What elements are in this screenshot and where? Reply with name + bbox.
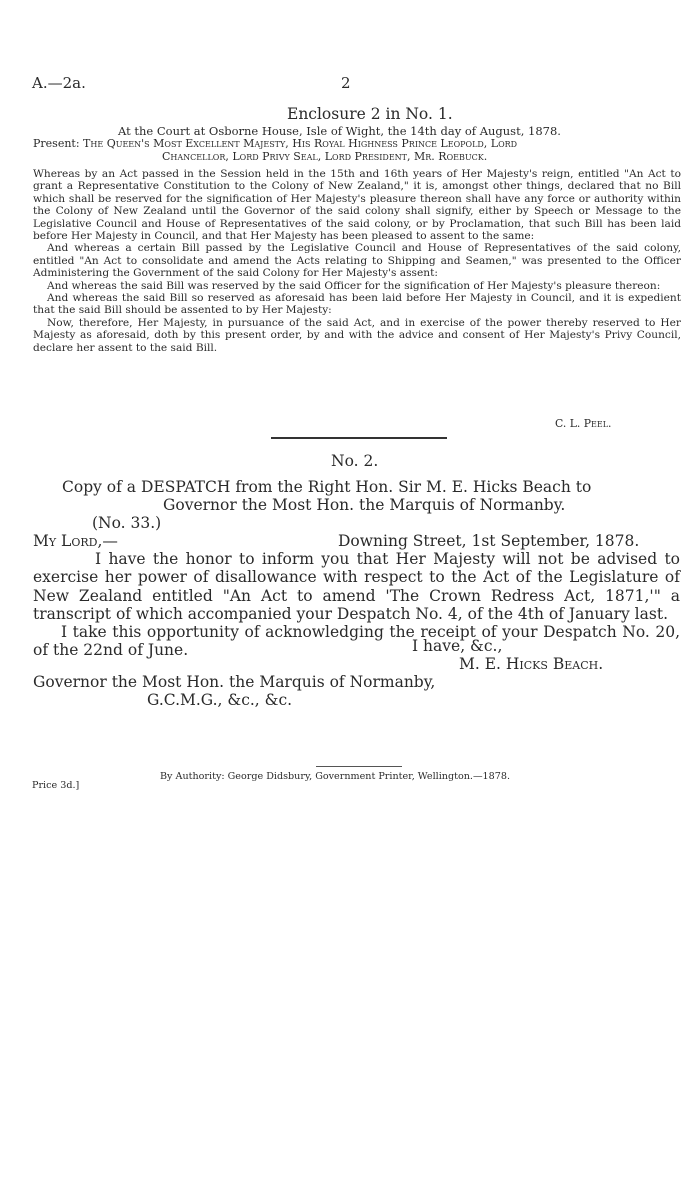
order-in-council-body (33, 168, 681, 354)
court-line: At the Court at Osborne House, Isle of Wight, the 14th day of August, 1878. (118, 124, 561, 138)
order-paragraph: And whereas the said Bill was reserved by the said Officer for the signification of Her Majesty's pleasure thereon: (47, 279, 661, 292)
salutation: My Lord,— (33, 532, 118, 550)
footer-divider (316, 766, 402, 767)
addressee-line-2: G.C.M.G., &c., &c. (147, 691, 293, 709)
page-number: 2 (341, 74, 351, 92)
despatch-signature: M. E. Hicks Beach. (459, 655, 604, 673)
despatch-heading-line-1: Copy of a DESPATCH from the Right Hon. Sir M. E. Hicks Beach to (62, 478, 592, 496)
place-and-date: Downing Street, 1st September, 1878. (338, 532, 640, 550)
section-divider (271, 437, 447, 439)
present-line-2: Chancellor, Lord Privy Seal, Lord President, Mr. Roebuck. (162, 150, 488, 163)
printer-imprint: By Authority: George Didsbury, Government Printer, Wellington.—1878. (160, 771, 511, 782)
clerk-signature: C. L. Peel. (555, 417, 612, 430)
despatch-paragraph: I take this opportunity of acknowledging the receipt of your Despatch No. 20, of the 22nd of June. (33, 623, 680, 660)
present-label: Present: (33, 137, 80, 150)
despatch-paragraph: I have the honor to inform you that Her Majesty will not be advised to exercise her power of disallowance with respect to the Act of the Legislature of New Zealand entitled "An Act to amend 'The Crown Redress Act, 1871,'" a transcript of which accompanied your Despatch No. 4, of the 4th of January last. (33, 550, 680, 623)
price-note: Price 3d.] (32, 780, 80, 791)
despatch-body (33, 550, 680, 660)
order-paragraph: And whereas a certain Bill passed by the Legislative Council and House of Representatives of the said colony, entitled "An Act to consolidate and amend the Acts relating to Shipping and Seamen," was presented to the Officer Administering the Government of the said Colony for Her Majesty's assent: (33, 242, 681, 280)
closing-phrase: I have, &c., (412, 637, 503, 655)
order-paragraph: Whereas by an Act passed in the Session held in the 15th and 16th years of Her Majesty's reign, entitled "An Act to grant a Representative Constitution to the Colony of New Zealand," it is, amongst other things, declared that no Bill which shall be reserved for the signification of Her Majesty's pleasure thereon shall have any force or authority within the Colony of New Zealand until the Governor of the said colony shall signify, either by Speech or Message to the Legislative Council and House of Representatives of the said colony, or by Proclamation, that such Bill has been laid before Her Majesty in Council, and that Her Majesty has been pleased to assent to the same: (33, 168, 681, 243)
present-line-1 (33, 137, 517, 150)
despatch-heading-line-2: Governor the Most Hon. the Marquis of Normanby. (163, 496, 566, 514)
order-paragraph: Now, therefore, Her Majesty, in pursuance of the said Act, and in exercise of the power thereby reserved to Her Majesty as aforesaid, doth by this present order, by and with the advice and consent of Her Majesty's Privy Council, declare her assent to the said Bill. (33, 316, 681, 354)
present-names-1: The Queen's Most Excellent Majesty, His Royal Highness Prince Leopold, Lord (83, 137, 518, 150)
addressee-line-1: Governor the Most Hon. the Marquis of Normanby, (33, 673, 436, 691)
despatch-number: No. 2. (331, 452, 379, 470)
order-paragraph: And whereas the said Bill so reserved as aforesaid has been laid before Her Majesty in Council, and it is expedient that the said Bill should be assented to by Her Majesty: (33, 292, 681, 317)
series-reference: A.—2a. (32, 74, 86, 92)
despatch-reference: (No. 33.) (92, 514, 162, 532)
enclosure-title: Enclosure 2 in No. 1. (287, 105, 453, 123)
